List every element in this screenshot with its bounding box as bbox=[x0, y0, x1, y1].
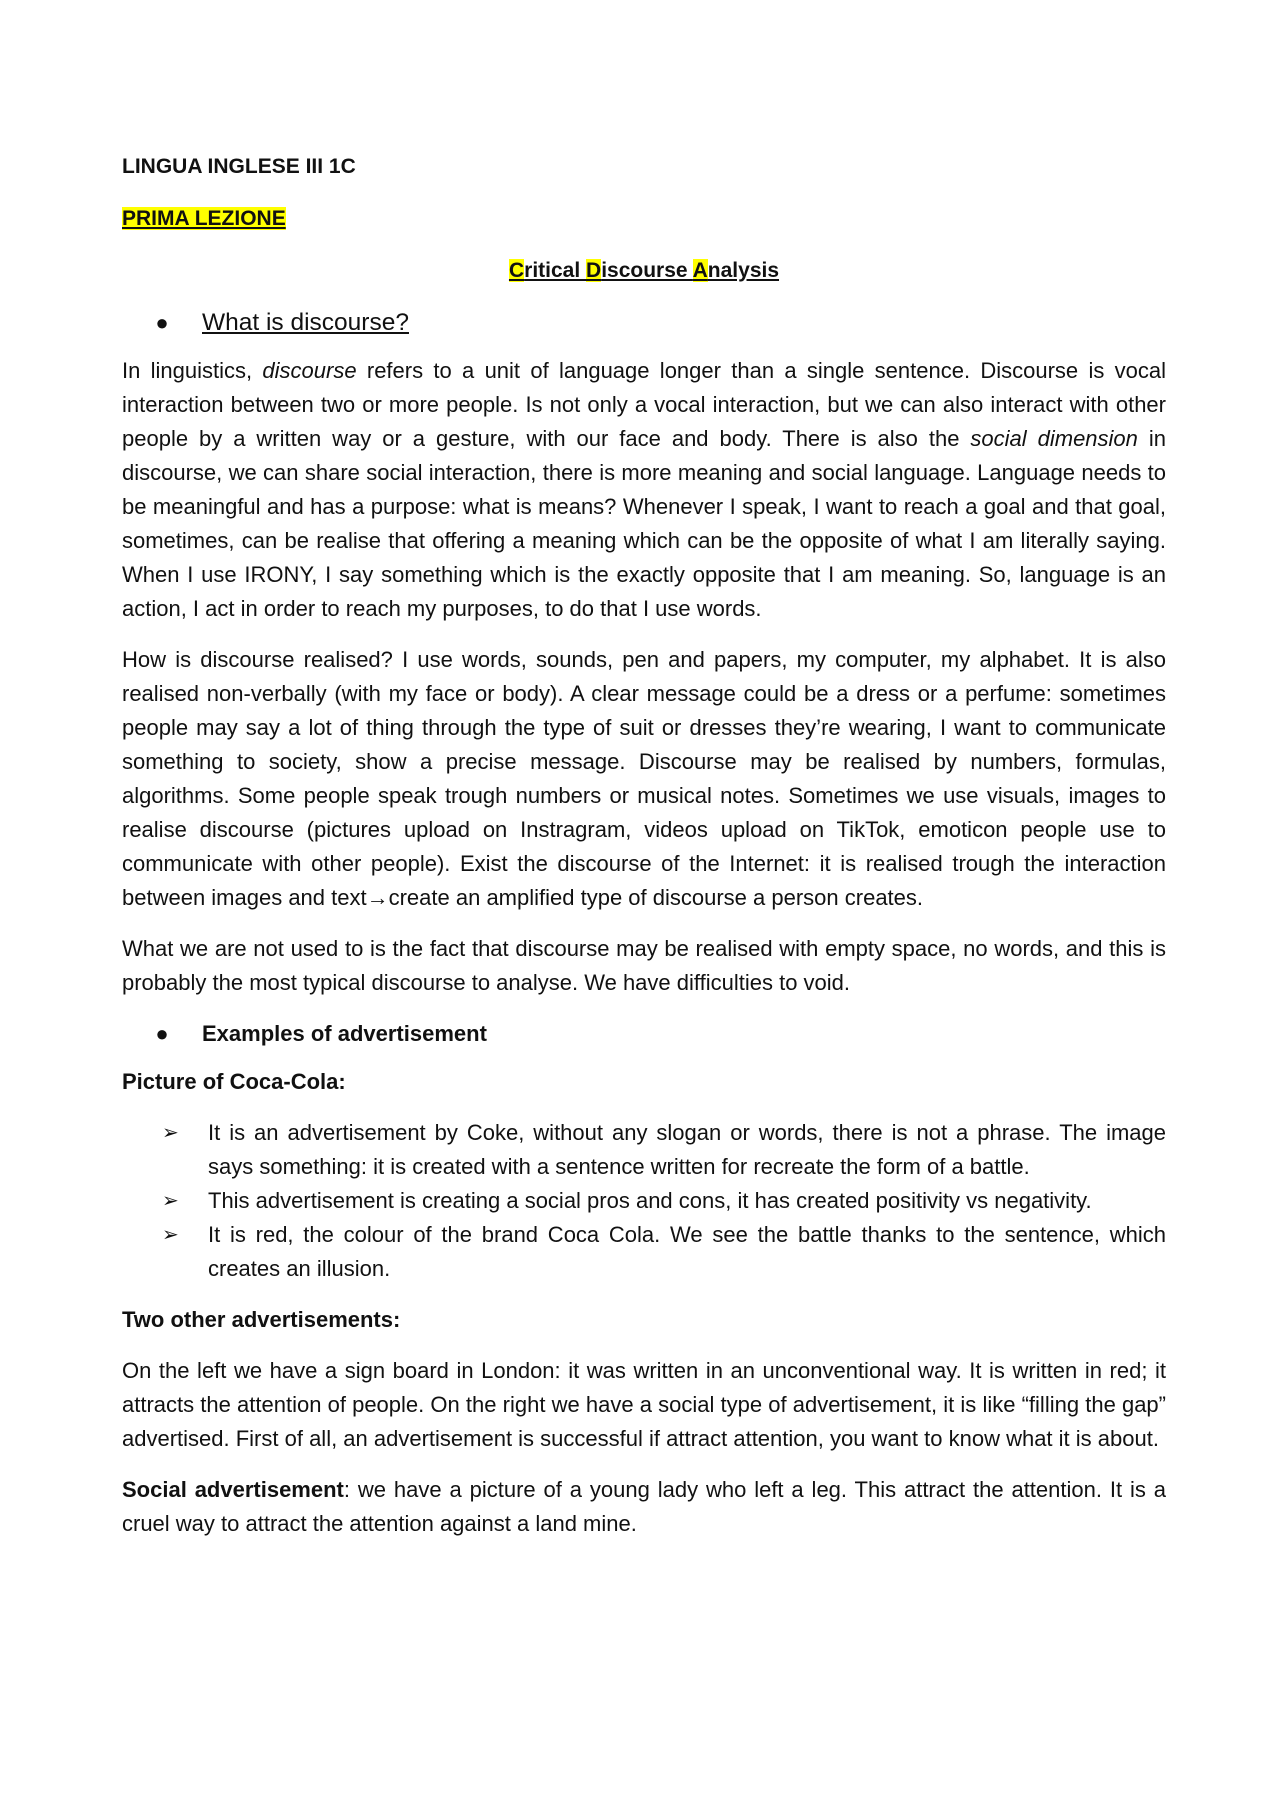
bullet-dot-icon: ● bbox=[155, 310, 169, 335]
lesson-title bbox=[122, 202, 1166, 236]
course-title: LINGUA INGLESE III 1C bbox=[122, 155, 356, 178]
other-ads-heading: Two other advertisements: bbox=[122, 1307, 401, 1332]
document-page bbox=[122, 150, 1166, 1558]
topic-letter-c: C bbox=[508, 259, 525, 282]
coke-heading: Picture of Coca-Cola: bbox=[122, 1069, 346, 1094]
lesson-label: PRIMA LEZIONE bbox=[122, 207, 286, 230]
social-ad-label: Social advertisement bbox=[122, 1477, 344, 1502]
list-item: ➢ It is an advertisement by Coke, without any slogan or words, there is not a phrase. The image says something: it is created with a sentence written for recreate the form of a battle. bbox=[122, 1116, 1166, 1184]
paragraph-empty-space: What we are not used to is the fact that discourse may be realised with empty space, no words, and this is probably the most typical discourse to analyse. We have difficulties to void. bbox=[122, 936, 1166, 995]
arrow-bullet-icon: ➢ bbox=[162, 1122, 179, 1144]
topic-word-discourse: iscourse bbox=[601, 259, 693, 282]
list-item: ➢ It is red, the colour of the brand Coca Cola. We see the battle thanks to the sentence, which creates an illusion. bbox=[122, 1218, 1166, 1286]
bullet-examples bbox=[122, 1017, 1166, 1051]
paragraph-social-ad: Social advertisement: we have a picture of a young lady who left a leg. This attract the attention. It is a cruel way to attract the attention against a land mine. bbox=[122, 1477, 1166, 1536]
arrow-icon: → bbox=[366, 885, 389, 910]
topic-title bbox=[122, 254, 1166, 288]
paragraph-other-ads: On the left we have a sign board in London: it was written in an unconventional way. It is written in red; it attracts the attention of people. On the right we have a social type of advertisement, it is like “filling the gap” advertised. First of all, an advertisement is successful if attract attention, you want to know what it is about. bbox=[122, 1358, 1166, 1451]
coke-list bbox=[122, 1116, 1166, 1286]
arrow-bullet-icon: ➢ bbox=[162, 1224, 179, 1246]
bullet-heading: Examples of advertisement bbox=[202, 1021, 487, 1046]
bullet-heading: What is discourse? bbox=[202, 309, 409, 336]
paragraph-realisation: How is discourse realised? I use words, sounds, pen and papers, my computer, my alphabet. It is also realised non-verbally (with my face or body). A clear message could be a dress or a perfume: sometimes people may say a lot of thing through the type of suit or dresses they’re wearing, I want to communicate something to society, show a precise message. Discourse may be realised by numbers, formulas, algorithms. Some people speak trough numbers or musical notes. Sometimes we use visuals, images to realise discourse (pictures upload on Instragram, videos upload on TikTok, emoticon people use to communicate with other people). Exist the discourse of the Internet: it is realised trough the interaction between images and text→create an amplified type of discourse a person creates. bbox=[122, 647, 1166, 910]
topic-word-critical: ritical bbox=[524, 259, 587, 282]
bullet-dot-icon: ● bbox=[155, 1021, 169, 1046]
topic-word-analysis: nalysis bbox=[707, 259, 780, 282]
bullet-what-is-discourse bbox=[122, 306, 1166, 340]
topic-letter-a: A bbox=[692, 259, 708, 282]
list-item: ➢ This advertisement is creating a social pros and cons, it has created positivity vs negativity. bbox=[122, 1184, 1166, 1218]
topic-letter-d: D bbox=[586, 259, 602, 282]
paragraph-definition: In linguistics, discourse refers to a unit of language longer than a single sentence. Discourse is vocal interaction between two or more people. Is not only a vocal interaction, but we can also interact with other people by a written way or a gesture, with our face and body. There is also the social dimension in discourse, we can share social interaction, there is more meaning and social language. Language needs to be meaningful and has a purpose: what is means? Whenever I speak, I want to reach a goal and that goal, sometimes, can be realise that offering a meaning which can be the opposite of what I am literally saying. When I use IRONY, I say something which is the exactly opposite that I am meaning. So, language is an action, I act in order to reach my purposes, to do that I use words. bbox=[122, 358, 1166, 621]
arrow-bullet-icon: ➢ bbox=[162, 1190, 179, 1212]
